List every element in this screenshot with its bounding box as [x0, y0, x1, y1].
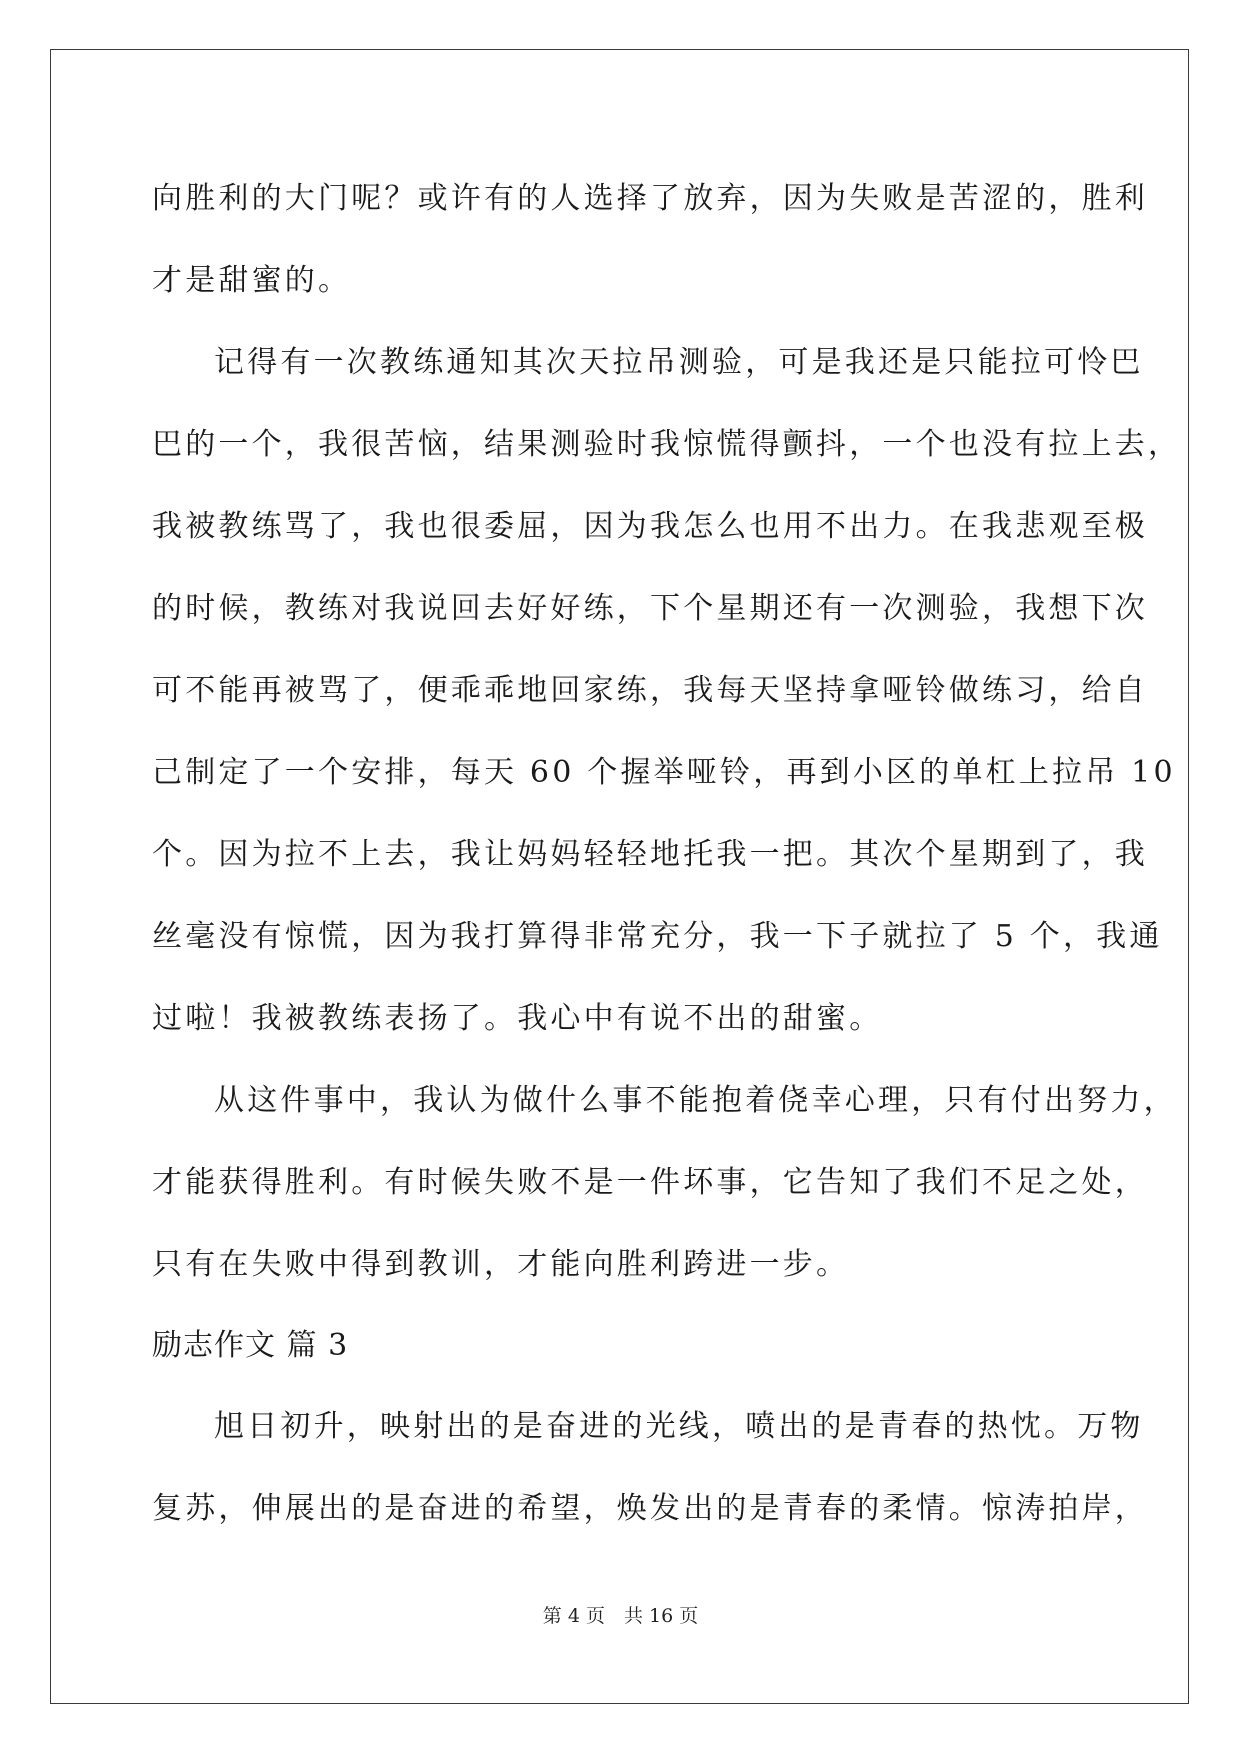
paragraph-line: 从这件事中，我认为做什么事不能抱着侥幸心理，只有付出努力， [214, 1083, 1177, 1118]
paragraph-line: 的时候，教练对我说回去好好练，下个星期还有一次测验，我想下次 [152, 591, 1148, 626]
paragraph-line: 复苏，伸展出的是奋进的希望，焕发出的是青春的柔情。惊涛拍岸， [152, 1491, 1148, 1526]
section-heading: 励志作文 篇 3 [152, 1328, 349, 1363]
paragraph-line: 才能获得胜利。有时候失败不是一件坏事，它告知了我们不足之处， [152, 1165, 1148, 1200]
page-number-footer: 第 4 页 共 16 页 [542, 1605, 699, 1627]
paragraph-line: 只有在失败中得到教训，才能向胜利跨进一步。 [152, 1247, 850, 1282]
paragraph-line: 丝毫没有惊慌，因为我打算得非常充分，我一下子就拉了 5 个，我通 [152, 919, 1163, 954]
paragraph-line: 记得有一次教练通知其次天拉吊测验，可是我还是只能拉可怜巴 [214, 345, 1144, 380]
paragraph-line: 旭日初升，映射出的是奋进的光线，喷出的是青春的热忱。万物 [214, 1409, 1144, 1444]
paragraph-line: 向胜利的大门呢？或许有的人选择了放弃，因为失败是苦涩的，胜利 [152, 181, 1148, 216]
paragraph-line: 才是甜蜜的。 [152, 263, 352, 298]
paragraph-line: 己制定了一个安排，每天 60 个握举哑铃，再到小区的单杠上拉吊 10 [152, 755, 1176, 790]
paragraph-line: 个。因为拉不上去，我让妈妈轻轻地托我一把。其次个星期到了，我 [152, 837, 1148, 872]
document-body [152, 158, 1182, 1550]
paragraph-line: 我被教练骂了，我也很委屈，因为我怎么也用不出力。在我悲观至极 [152, 509, 1148, 544]
paragraph-line: 可不能再被骂了，便乖乖地回家练，我每天坚持拿哑铃做练习，给自 [152, 673, 1148, 708]
paragraph-line: 巴的一个，我很苦恼，结果测验时我惊慌得颤抖，一个也没有拉上去， [152, 427, 1182, 462]
paragraph-line: 过啦！我被教练表扬了。我心中有说不出的甜蜜。 [152, 1001, 883, 1036]
